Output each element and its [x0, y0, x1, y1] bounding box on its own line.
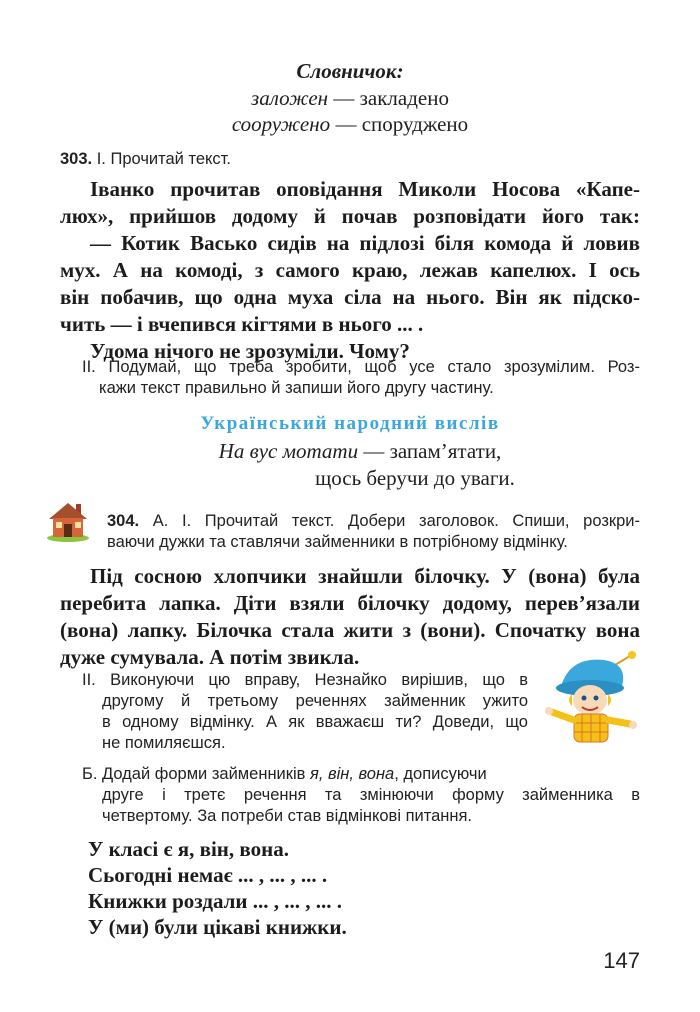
task-line: ІІ. Виконуючи цю вправу, Незнайко вирішив, що в — [82, 671, 528, 689]
glossary-translation: закладено — [359, 86, 449, 110]
task-text: А. І. Прочитай текст. Добери заголовок. Спиши, розкри- — [152, 512, 640, 530]
exercise-number: 303. — [60, 150, 93, 168]
exercise-303-text — [60, 176, 640, 376]
proverb-dash: — — [358, 439, 390, 463]
task-line: не помиляєшся. — [102, 734, 226, 752]
sentence-line: У (ми) були цікаві книжки. — [88, 915, 347, 939]
text-line: чить — і вчепився кігтями в нього ... . — [60, 312, 424, 336]
proverb-meaning-cont: щось беручи до уваги. — [315, 466, 515, 490]
task-line: кажи текст правильно й запиши його другу частину. — [99, 379, 494, 397]
proverb-line — [0, 438, 700, 465]
home-exercise-icon — [46, 500, 90, 542]
sentence-line: Книжки роздали ... , ... , ... . — [88, 889, 343, 913]
task-line: ІІ. Подумай, що треба зробити, щоб усе стало зрозумілим. Роз- — [82, 358, 640, 376]
text-line: люх», прийшов додому й почав розповідати його так: — [60, 204, 640, 228]
exercise-303-task2 — [82, 357, 640, 399]
sentence-line: Сьогодні немає ... , ... , ... . — [88, 863, 328, 887]
task-text: Б. Додай форми займенників — [82, 765, 311, 783]
task-pronouns: я, він, вона — [310, 765, 395, 783]
text-line: Під сосною хлопчики знайшли білочку. У (вона) була — [90, 564, 640, 588]
glossary-translation: споруджено — [361, 112, 469, 136]
text-line: Удома нічого не зрозуміли. Чому? — [90, 339, 410, 363]
text-line: (вона) лапку. Білочка стала жити з (вони). Спочатку вона — [60, 618, 640, 642]
text-line: дуже сумувала. А потім звикла. — [60, 645, 360, 669]
text-line: перебита лапка. Діти взяли білочку додому, перев’язали — [60, 591, 640, 615]
exercise-number: 304. — [107, 512, 140, 530]
exercise-304-task2 — [82, 670, 528, 754]
glossary-title: Словничок: — [296, 59, 404, 83]
text-line: Іванко прочитав оповідання Миколи Носова «Капе- — [90, 177, 640, 201]
exercise-task: І. Прочитай текст. — [96, 150, 231, 168]
glossary-item — [0, 85, 700, 112]
task-line: четвертому. За потреби став відмінкові питання. — [102, 807, 473, 825]
sentence-line: У класі є я, він, вона. — [88, 837, 289, 861]
task-line — [82, 764, 640, 785]
glossary-term: сооружено — [231, 112, 331, 136]
exercise-304-sentences — [88, 836, 648, 948]
task-text: , дописуючи — [394, 765, 487, 783]
neznaiko-illustration — [538, 650, 648, 750]
glossary-term: заложен — [251, 86, 329, 110]
task-line: ваючи дужки та ставлячи займенники в потрібному відмінку. — [107, 533, 568, 551]
glossary-dash: — — [330, 112, 362, 136]
task-line: другому й третьому реченнях займенник ужито — [102, 692, 528, 710]
exercise-303-header — [60, 148, 231, 170]
proverb-meaning: запам’ятати, — [389, 439, 502, 463]
task-line: в одному відмінку. А як вважаєш ти? Доведи, що — [102, 713, 528, 731]
exercise-304-taskB — [82, 764, 640, 827]
task-line: друге і третє речення та змінюючи форму займенника в — [102, 786, 640, 804]
proverb-title: Український народний вислів — [200, 413, 500, 434]
proverb-phrase: На вус мотати — [218, 439, 359, 463]
text-line: він побачив, що одна муха сіла на нього. Він як підско- — [60, 285, 640, 309]
task-line — [107, 511, 640, 532]
text-line: мух. А на комоді, з самого краю, лежав капелюх. І ось — [60, 258, 640, 282]
exercise-304-taskA — [107, 511, 640, 553]
glossary-item — [0, 111, 700, 138]
page-number: 147 — [603, 948, 640, 973]
glossary-dash: — — [328, 86, 360, 110]
text-line: — Котик Васько сидів на підлозі біля комода й ловив — [90, 231, 640, 255]
